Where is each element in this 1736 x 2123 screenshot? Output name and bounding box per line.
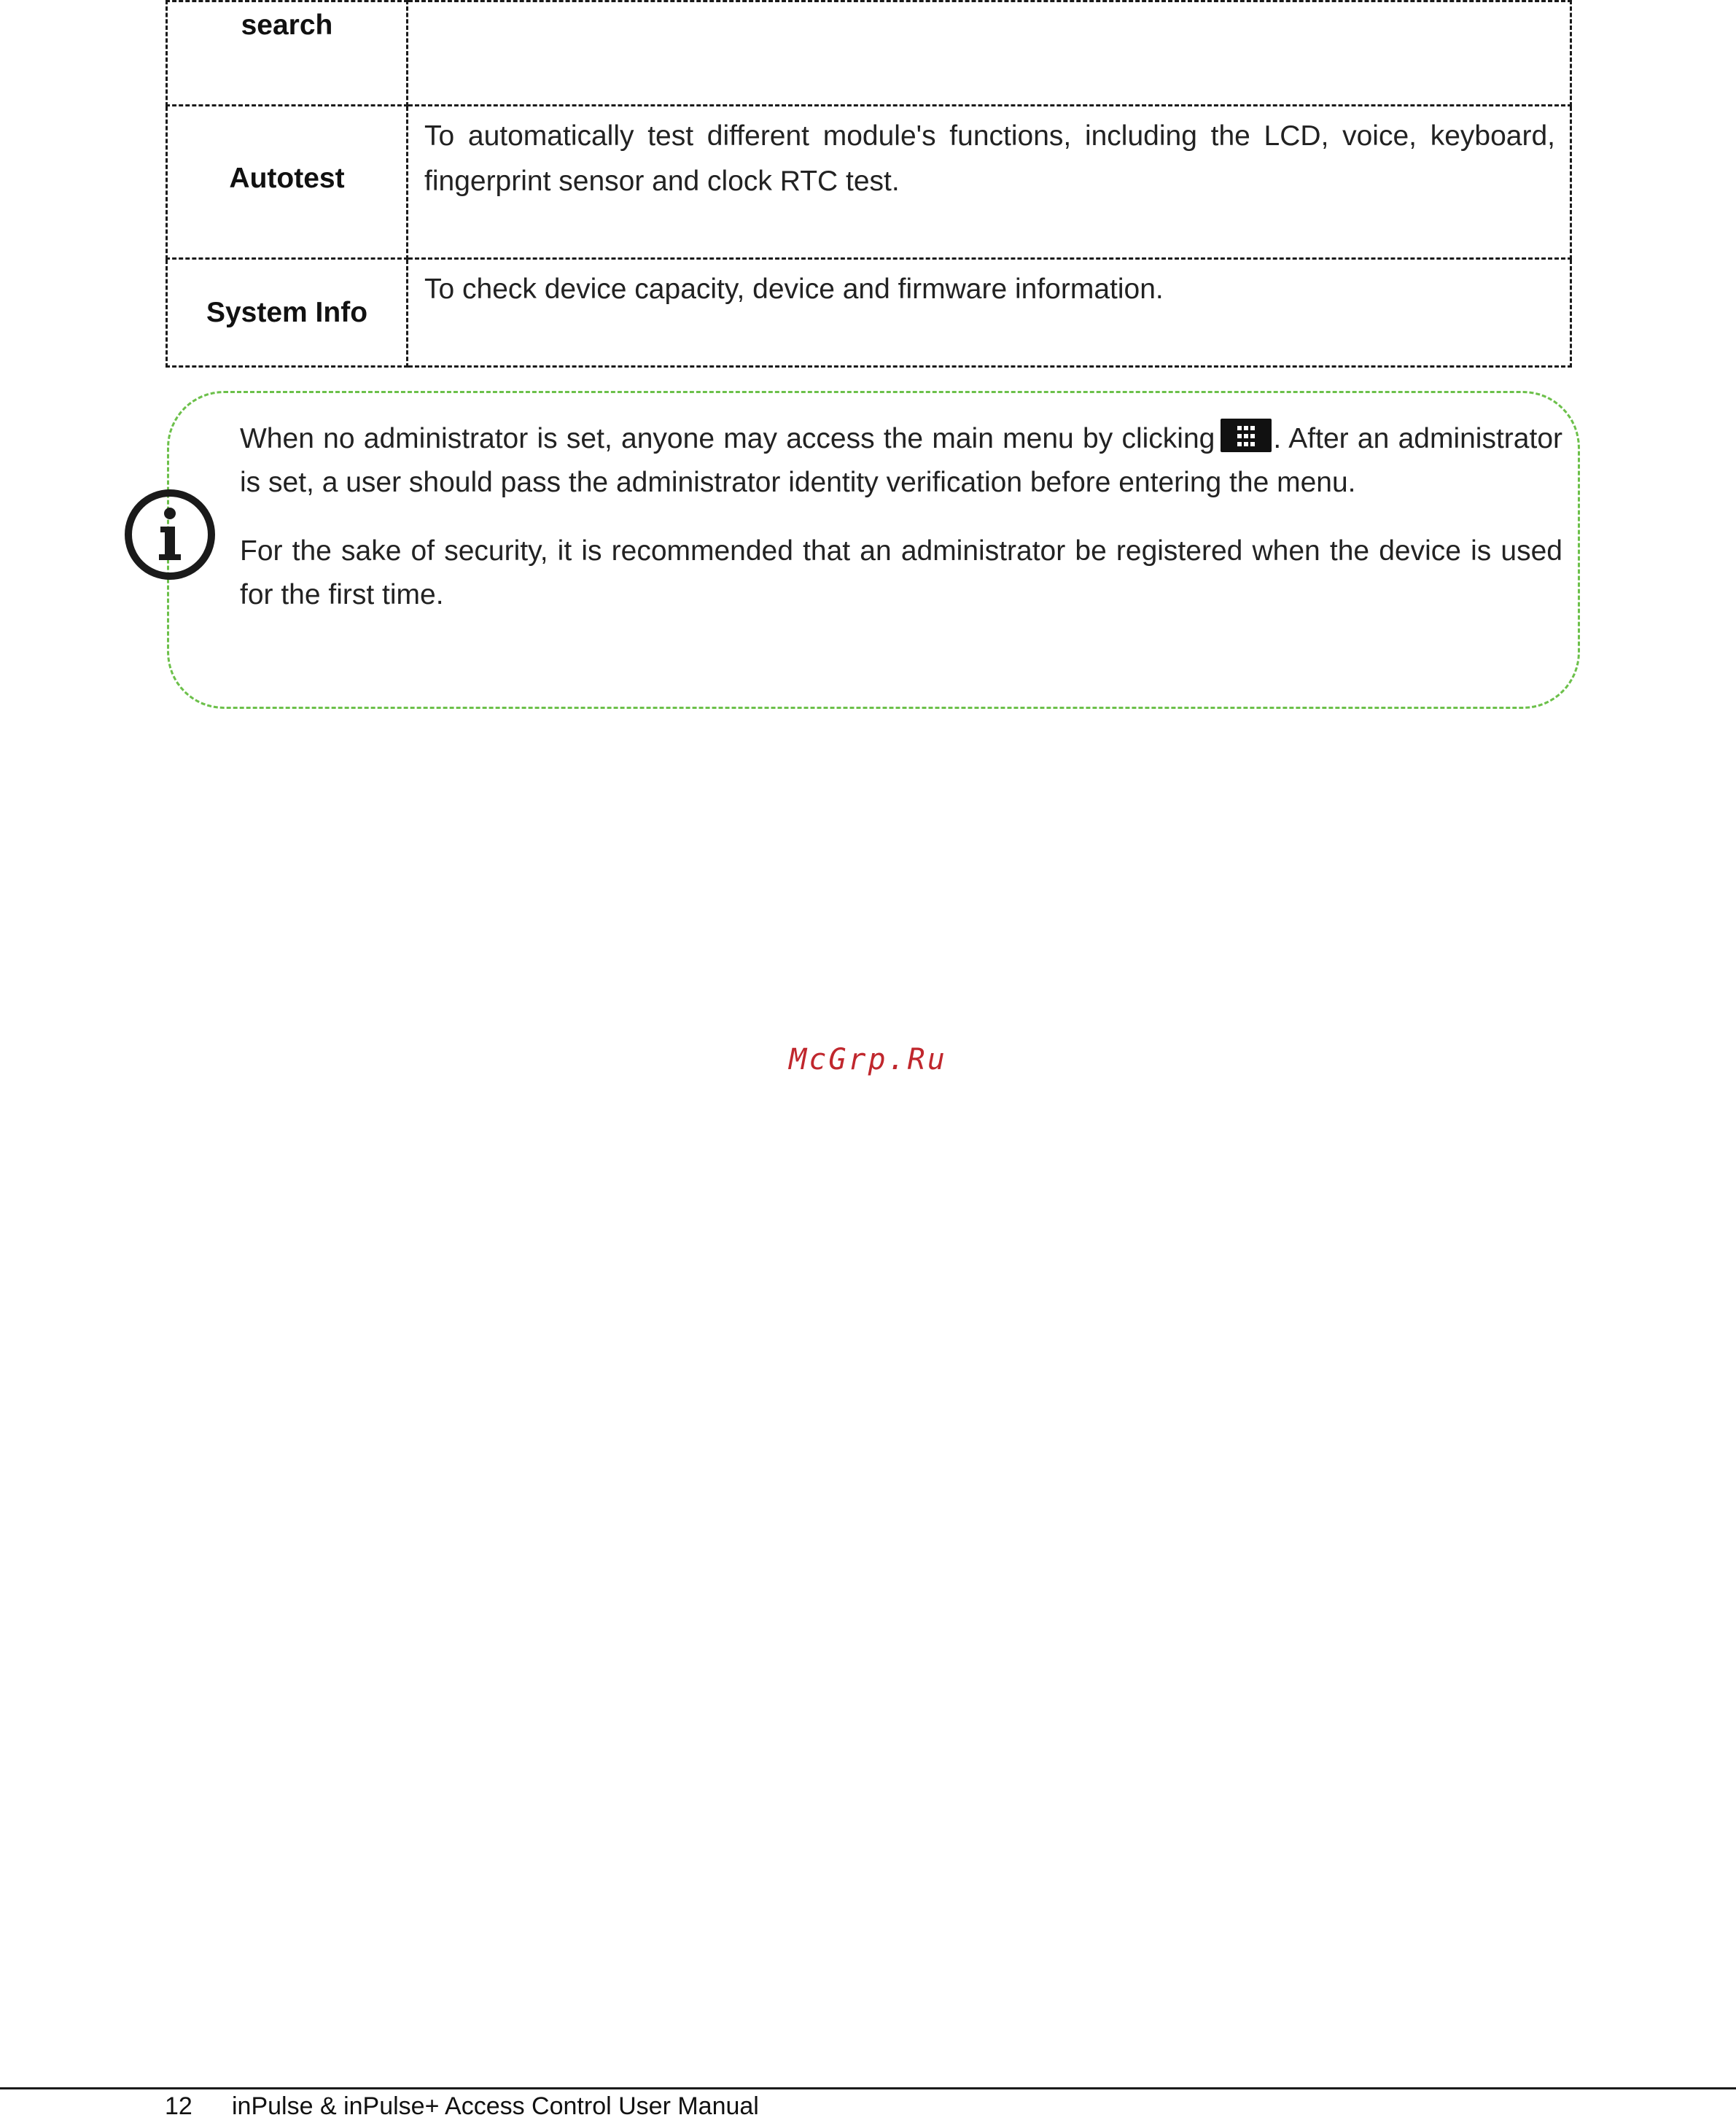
note-text-before-icon: When no administrator is set, anyone may access the main menu by clicking: [240, 423, 1215, 454]
table-row: [167, 1, 1571, 106]
page-number: 12: [165, 2092, 192, 2120]
page-footer: [165, 2090, 759, 2122]
table-row: [167, 106, 1571, 259]
note-text-after-icon: . After an administrator is set, a user should pass the administrator identity verification before entering the menu.: [240, 423, 1562, 498]
info-icon: [124, 489, 216, 581]
note-paragraph: For the sake of security, it is recommended that an administrator be registered when the device is used for the first time.: [240, 535, 1562, 610]
function-description: To automatically test different module's functions, including the LCD, voice, keyboard, fingerprint sensor and clock RTC test.: [408, 106, 1571, 259]
note-text: [240, 417, 1562, 642]
function-description: To check device capacity, device and firmware information.: [408, 259, 1571, 367]
function-name: search: [167, 1, 408, 106]
function-description: [408, 1, 1571, 106]
note-paragraph: [240, 417, 1562, 505]
watermark: McGrp.Ru: [789, 1043, 947, 1076]
footer-divider: [0, 2087, 1736, 2089]
grid-menu-icon: [1221, 419, 1272, 452]
function-table: [166, 0, 1572, 368]
manual-title: inPulse & inPulse+ Access Control User Manual: [232, 2092, 759, 2120]
function-name: System Info: [167, 259, 408, 367]
table-row: [167, 259, 1571, 367]
function-name: Autotest: [167, 106, 408, 259]
